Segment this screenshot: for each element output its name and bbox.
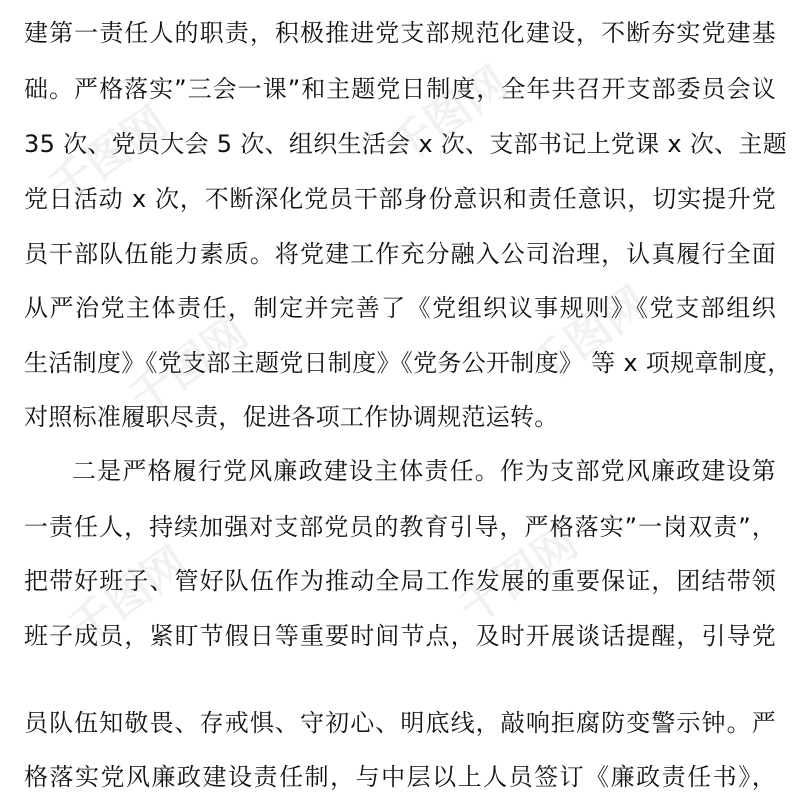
text-line: 35 次、党员大会 5 次、组织生活会 x 次、支部书记上党课 x 次、主题 <box>24 130 788 158</box>
text-line: 格落实党风廉政建设责任制，与中层以上人员签订《廉政责任书》， <box>24 763 776 791</box>
watermark: 千图网 <box>379 56 518 175</box>
text-line: 建第一责任人的职责，积极推进党支部规范化建设，不断夯实党建基 <box>24 19 776 47</box>
text-line: 党日活动 x 次，不断深化党员干部身份意识和责任意识，切实提升党 <box>24 185 776 213</box>
watermark: 千图网 <box>519 276 658 395</box>
watermark: 千图网 <box>59 536 198 655</box>
text-line: 对照标准履职尽责，促进各项工作协调规范运转。 <box>24 403 559 431</box>
text-line: 员队伍知敬畏、存戒惧、守初心、明底线，敲响拒腐防变警示钟。严 <box>24 709 776 737</box>
watermark: 千图网 <box>39 96 178 215</box>
watermark: 千图网 <box>449 516 588 635</box>
watermark: 千图网 <box>119 306 258 425</box>
text-line: 一责任人，持续加强对支部党员的教育引导，严格落实”一岗双责”， <box>24 513 776 541</box>
text-line: 班子成员，紧盯节假日等重要时间节点，及时开展谈话提醒，引导党 <box>24 622 776 650</box>
text-line: 员干部队伍能力素质。将党建工作充分融入公司治理，认真履行全面 <box>24 240 776 268</box>
text-line: 从严治党主体责任，制定并完善了《党组织议事规则》《党支部组织 <box>24 294 776 322</box>
paragraph-first-line: 二是严格履行党风廉政建设主体责任。作为支部党风廉政建设第 <box>72 457 776 485</box>
text-line: 把带好班子、管好队伍作为推动全局工作发展的重要保证，团结带领 <box>24 567 776 595</box>
text-line: 础。严格落实”三会一课”和主题党日制度，全年共召开支部委员会议 <box>24 75 776 103</box>
text-line: 生活制度》《党支部主题党日制度》《党务公开制度》 等 x 项规章制度， <box>24 349 792 377</box>
